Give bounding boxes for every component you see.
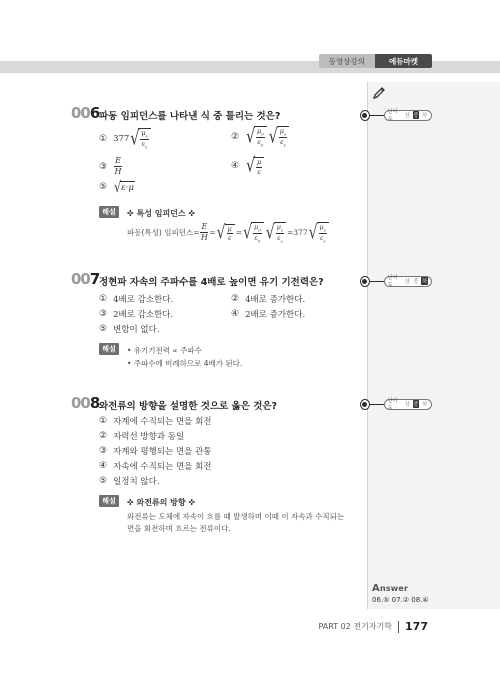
option-2[interactable]: ② 4배로 증가한다. bbox=[231, 294, 306, 305]
solution-heading: ✜ 와전류의 방향 ✜ bbox=[127, 498, 196, 507]
difficulty-box bbox=[384, 276, 432, 287]
header-tabs bbox=[319, 54, 432, 68]
difficulty-level-mid: 중 bbox=[413, 279, 419, 285]
question-number: 007 bbox=[71, 270, 100, 288]
solution-line: 와전류는 도체에 자속이 흐를 때 발생하며 이때 이 자속과 수직되는 bbox=[127, 512, 345, 521]
solution-line: • 주파수에 비례하므로 4배가 된다. bbox=[127, 359, 243, 368]
difficulty-label: 난이도 bbox=[387, 398, 398, 411]
answer-text: 06.⑤ 07.② 08.④ bbox=[372, 596, 429, 604]
memo-divider bbox=[367, 82, 368, 609]
option-5[interactable]: ⑤ 일정치 않다. bbox=[99, 476, 160, 487]
difficulty-marker-icon bbox=[360, 110, 370, 121]
pencil-icon bbox=[372, 86, 386, 100]
difficulty-level-low: 하 bbox=[421, 279, 428, 285]
solution-line: • 유기기전력 ∝ 주파수 bbox=[127, 346, 202, 355]
difficulty-level-low: 하 bbox=[421, 402, 428, 408]
option-2[interactable]: ② √ $\frac{\mu_0}{\varepsilon_0}$ √ $\frac{\mu_s}{\varepsilon_s}$ bbox=[231, 126, 290, 148]
footer-part: PART 02 전기자기학 bbox=[318, 622, 393, 631]
difficulty-level-high: 상 bbox=[404, 279, 410, 285]
question-number: 008 bbox=[71, 394, 100, 412]
question-title: 와전류의 방향을 설명한 것으로 옳은 것은? bbox=[99, 401, 278, 412]
difficulty-level-high: 상 bbox=[404, 113, 410, 119]
difficulty-label: 난이도 bbox=[387, 109, 398, 122]
solution-tag: 해설 bbox=[99, 206, 119, 218]
course-tab[interactable]: 동영상강의 bbox=[319, 54, 375, 68]
footer-divider bbox=[398, 621, 399, 633]
difficulty-marker-icon bbox=[360, 399, 370, 410]
option-3[interactable]: ③ 자계와 평행되는 면을 관통 bbox=[99, 446, 212, 457]
option-1[interactable]: ① 자계에 수직되는 면을 회전 bbox=[99, 416, 212, 427]
option-4[interactable]: ④ 2배로 증가한다. bbox=[231, 309, 306, 320]
option-1[interactable]: ① 4배로 감소한다. bbox=[99, 294, 174, 305]
solution-heading: ✜ 특성 임피던스 ✜ bbox=[127, 209, 196, 218]
difficulty-marker-icon bbox=[360, 276, 370, 287]
answer-box bbox=[372, 583, 500, 609]
page-footer bbox=[318, 620, 428, 633]
difficulty-box bbox=[384, 110, 432, 121]
solution-equation: 파동(특성) 임피던스= $\frac{E}{H}$ = √ $\frac{\mu}{\varepsilon}$ = √ $\frac{\mu_0}{\varepsilon_0}$ √ $\frac{\mu_s}{\varepsilon_s}$ =377 √ $\frac{\mu_s}{\varepsilon_s}$ bbox=[127, 222, 330, 244]
memo-column bbox=[367, 82, 500, 609]
difficulty-level-low: 하 bbox=[421, 113, 428, 119]
difficulty-level-high: 상 bbox=[404, 402, 410, 408]
option-4[interactable]: ④ 자속에 수직되는 면을 회전 bbox=[99, 461, 212, 472]
question-title: 파동 임피던스를 나타낸 식 중 틀리는 것은? bbox=[99, 111, 281, 122]
solution-tag: 해설 bbox=[99, 343, 119, 355]
difficulty-level-mid: 중 bbox=[413, 113, 419, 119]
option-1[interactable]: ① 377 √ $\frac{\mu_s}{\varepsilon_s}$ bbox=[99, 128, 152, 150]
solution-tag: 해설 bbox=[99, 495, 119, 507]
answer-title: Answer bbox=[372, 583, 409, 594]
difficulty-box bbox=[384, 399, 432, 410]
solution-line: 면을 회전하며 흐르는 전류이다. bbox=[127, 524, 231, 533]
option-2[interactable]: ② 자력선 방향과 동일 bbox=[99, 431, 185, 442]
page-number: 177 bbox=[405, 620, 428, 633]
difficulty-label: 난이도 bbox=[387, 275, 398, 288]
question-title: 정현파 자속의 주파수를 4배로 높이면 유기 기전력은? bbox=[99, 277, 324, 288]
difficulty-q7 bbox=[360, 274, 432, 288]
option-4[interactable]: ④ √ $\frac{\mu}{\varepsilon}$ bbox=[231, 157, 265, 175]
option-3[interactable]: ③ 2배로 감소한다. bbox=[99, 309, 174, 320]
option-3[interactable]: ③ $\frac{E}{H}$ bbox=[99, 156, 122, 176]
option-5[interactable]: ⑤ 변함이 없다. bbox=[99, 324, 160, 335]
option-5[interactable]: ⑤ √ ε·μ bbox=[99, 178, 134, 196]
difficulty-q6 bbox=[360, 108, 432, 122]
difficulty-level-mid: 중 bbox=[413, 402, 419, 408]
question-number: 006 bbox=[71, 104, 100, 122]
difficulty-q8 bbox=[360, 397, 432, 411]
brand-tab[interactable]: 에듀마켓 bbox=[375, 54, 432, 68]
